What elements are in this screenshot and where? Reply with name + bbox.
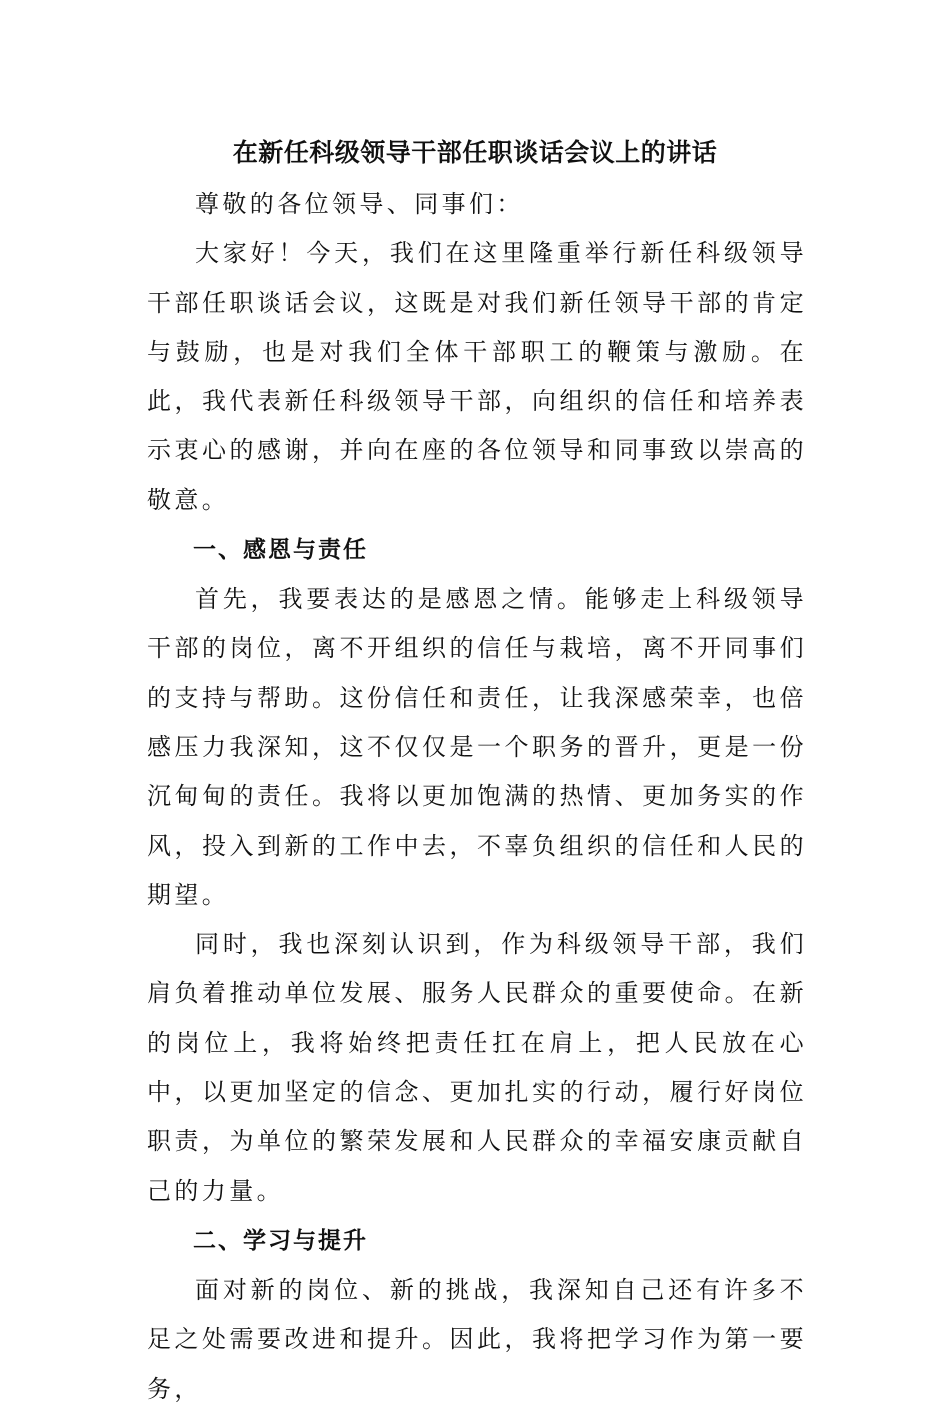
section-2-paragraph-1: 面对新的岗位、新的挑战，我深知自己还有许多不足之处需要改进和提升。因此，我将把学习作为第一要务， bbox=[147, 1275, 807, 1403]
section-1-paragraph-2: 同时，我也深刻认识到，作为科级领导干部，我们肩负着推动单位发展、服务人民群众的重要使命。在新的岗位上，我将始终把责任扛在肩上，把人民放在心中，以更加坚定的信念、更加扎实的行动，履行好岗位职责，为单位的繁荣发展和人民群众的幸福安康贡献自己的力量。 bbox=[147, 930, 807, 1205]
intro-paragraph: 大家好！今天，我们在这里隆重举行新任科级领导干部任职谈话会议，这既是对我们新任领导干部的肯定与鼓励，也是对我们全体干部职工的鞭策与激励。在此，我代表新任科级领导干部，向组织的信任和培养表示衷心的感谢，并向在座的各位领导和同事致以崇高的敬意。 bbox=[147, 239, 807, 514]
document-title: 在新任科级领导干部任职谈话会议上的讲话 bbox=[232, 138, 718, 167]
section-heading-1: 一、感恩与责任 bbox=[193, 537, 368, 564]
document-body bbox=[147, 180, 807, 1414]
section-1-paragraph-1: 首先，我要表达的是感恩之情。能够走上科级领导干部的岗位，离不开组织的信任与栽培，离不开同事们的支持与帮助。这份信任和责任，让我深感荣幸，也倍感压力我深知，这不仅仅是一个职务的晋升，更是一份沉甸甸的责任。我将以更加饱满的热情、更加务实的作风，投入到新的工作中去，不辜负组织的信任和人民的期望。 bbox=[147, 585, 807, 909]
salutation: 尊敬的各位领导、同事们： bbox=[195, 190, 524, 218]
section-heading-2: 二、学习与提升 bbox=[193, 1227, 368, 1254]
